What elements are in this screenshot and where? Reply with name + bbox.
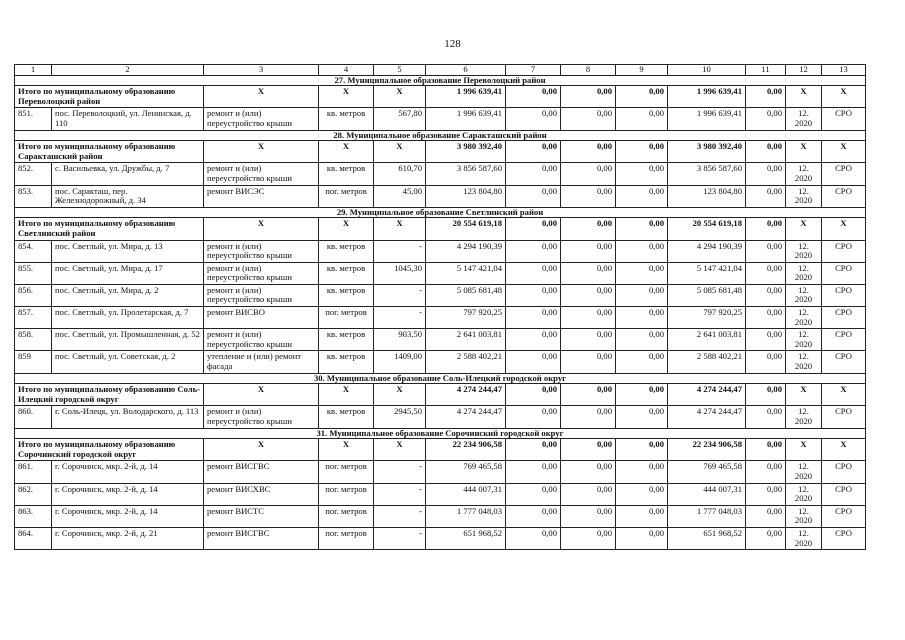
table-cell: 0,00 (561, 86, 616, 108)
column-header: 6 (426, 65, 506, 76)
table-cell: СРО (822, 163, 866, 185)
table-cell: 4 274 244,47 (668, 406, 746, 428)
table-cell: - (374, 284, 426, 306)
table-cell: СРО (822, 108, 866, 130)
table-row (15, 240, 866, 262)
table-row (15, 329, 866, 351)
table-cell: 0,00 (616, 262, 668, 284)
section-title: 28. Муниципальное образование Саракташский район (15, 130, 866, 141)
subtotal-label: Итого по муниципальному образованию Светлинский район (15, 218, 204, 240)
work-type-cell: ремонт и (или) переустройство крыши (204, 406, 319, 428)
table-cell: 0,00 (746, 329, 786, 351)
table-cell: СРО (822, 461, 866, 483)
table-cell: 123 804,80 (426, 185, 506, 207)
work-type-cell: ремонт ВИСВО (204, 307, 319, 329)
table-cell: 0,00 (616, 284, 668, 306)
table-cell: 0,00 (506, 461, 561, 483)
table-cell: 0,00 (616, 240, 668, 262)
column-number-row (15, 65, 866, 76)
row-number: 864. (15, 527, 52, 549)
table-cell: 0,00 (616, 108, 668, 130)
row-number: 863. (15, 505, 52, 527)
table-cell: 0,00 (746, 284, 786, 306)
address-cell: г. Сорочинск, мкр. 2-й, д. 21 (52, 527, 204, 549)
table-cell: 12. 2020 (786, 505, 822, 527)
table-cell: Х (786, 439, 822, 461)
table-cell: 0,00 (746, 262, 786, 284)
table-cell: СРО (822, 406, 866, 428)
table-cell: 1 996 639,41 (426, 86, 506, 108)
table-cell: 0,00 (746, 505, 786, 527)
table-cell: 22 234 906,58 (668, 439, 746, 461)
table-cell: 0,00 (561, 163, 616, 185)
table-cell: 0,00 (506, 307, 561, 329)
table-cell: 0,00 (746, 461, 786, 483)
table-cell: 4 274 244,47 (426, 384, 506, 406)
table-cell: 2 588 402,21 (668, 351, 746, 373)
table-cell: 20 554 619,18 (426, 218, 506, 240)
row-number: 851. (15, 108, 52, 130)
table-cell: 0,00 (746, 218, 786, 240)
table-cell: Х (319, 384, 374, 406)
table-cell: 12. 2020 (786, 163, 822, 185)
table-cell: 3 856 587,60 (668, 163, 746, 185)
table-cell: Х (786, 384, 822, 406)
table-cell: Х (319, 218, 374, 240)
table-cell: 0,00 (561, 284, 616, 306)
column-header: 4 (319, 65, 374, 76)
table-cell: 1409,00 (374, 351, 426, 373)
table-cell: 0,00 (746, 163, 786, 185)
row-number: 862. (15, 483, 52, 505)
table-cell: Х (822, 218, 866, 240)
table-cell: кв. метров (319, 329, 374, 351)
table-cell: 0,00 (616, 527, 668, 549)
table-row (15, 461, 866, 483)
table-cell: пог. метров (319, 483, 374, 505)
table-cell: 0,00 (616, 163, 668, 185)
column-header: 11 (746, 65, 786, 76)
table-cell: 0,00 (506, 384, 561, 406)
table-cell: СРО (822, 505, 866, 527)
address-cell: пос. Переволоцкий, ул. Ленинская, д. 110 (52, 108, 204, 130)
column-header: 12 (786, 65, 822, 76)
table-cell: 0,00 (506, 86, 561, 108)
column-header: 8 (561, 65, 616, 76)
table-cell: 0,00 (506, 527, 561, 549)
table-cell: 4 294 190,39 (426, 240, 506, 262)
table-cell: 444 007,31 (426, 483, 506, 505)
column-header: 10 (668, 65, 746, 76)
table-cell: кв. метров (319, 351, 374, 373)
table-cell: 0,00 (561, 262, 616, 284)
table-cell: 0,00 (616, 505, 668, 527)
section-title: 27. Муниципальное образование Переволоцкий район (15, 75, 866, 86)
table-cell: 20 554 619,18 (668, 218, 746, 240)
table-cell: пог. метров (319, 527, 374, 549)
table-row (15, 351, 866, 373)
table-cell: 0,00 (616, 439, 668, 461)
section-heading-row (15, 75, 866, 86)
program-table (14, 64, 866, 550)
work-type-cell: ремонт ВИСЭС (204, 185, 319, 207)
table-cell: 2 641 003,81 (668, 329, 746, 351)
table-cell: СРО (822, 483, 866, 505)
address-cell: г. Сорочинск, мкр. 2-й, д. 14 (52, 461, 204, 483)
column-header: 9 (616, 65, 668, 76)
table-cell: 12. 2020 (786, 483, 822, 505)
table-cell: 3 980 392,40 (668, 141, 746, 163)
work-type-cell: ремонт ВИСГВС (204, 527, 319, 549)
table-cell: 0,00 (561, 240, 616, 262)
table-cell: 651 968,52 (668, 527, 746, 549)
table-cell: 5 085 681,48 (426, 284, 506, 306)
table-cell: - (374, 527, 426, 549)
table-cell: кв. метров (319, 284, 374, 306)
subtotal-row (15, 218, 866, 240)
table-cell: 797 920,25 (668, 307, 746, 329)
work-type-cell: ремонт и (или) переустройство крыши (204, 262, 319, 284)
section-title: 29. Муниципальное образование Светлинский район (15, 207, 866, 218)
address-cell: пос. Светлый, ул. Мира, д. 17 (52, 262, 204, 284)
work-type-cell: ремонт ВИСТС (204, 505, 319, 527)
table-cell: 2945,50 (374, 406, 426, 428)
table-cell: 0,00 (506, 406, 561, 428)
table-cell: СРО (822, 240, 866, 262)
table-cell: 0,00 (746, 439, 786, 461)
table-row (15, 163, 866, 185)
section-heading-row (15, 428, 866, 439)
table-cell: - (374, 307, 426, 329)
table-cell: 12. 2020 (786, 329, 822, 351)
table-cell: 0,00 (746, 351, 786, 373)
table-cell: 0,00 (561, 439, 616, 461)
subtotal-row (15, 141, 866, 163)
table-cell: 0,00 (506, 141, 561, 163)
table-cell: 4 274 244,47 (426, 406, 506, 428)
table-row (15, 307, 866, 329)
row-number: 856. (15, 284, 52, 306)
row-number: 857. (15, 307, 52, 329)
address-cell: пос. Саракташ, пер. Железнодорожный, д. 34 (52, 185, 204, 207)
column-header: 5 (374, 65, 426, 76)
work-type-cell: ремонт и (или) переустройство крыши (204, 284, 319, 306)
table-cell: 12. 2020 (786, 262, 822, 284)
table-cell: кв. метров (319, 108, 374, 130)
table-cell: 0,00 (506, 108, 561, 130)
work-type-cell: ремонт ВИСГВС (204, 461, 319, 483)
table-row (15, 527, 866, 549)
section-heading-row (15, 130, 866, 141)
table-body (15, 75, 866, 550)
table-cell: Х (319, 439, 374, 461)
table-cell: 0,00 (506, 163, 561, 185)
table-cell: 769 465,58 (668, 461, 746, 483)
table-cell: 0,00 (616, 351, 668, 373)
table-cell: 22 234 906,58 (426, 439, 506, 461)
table-cell: 0,00 (561, 185, 616, 207)
table-cell: 0,00 (616, 483, 668, 505)
table-cell: 0,00 (561, 329, 616, 351)
column-header: 3 (204, 65, 319, 76)
table-cell: 5 085 681,48 (668, 284, 746, 306)
table-cell: 45,00 (374, 185, 426, 207)
table-cell: 0,00 (506, 185, 561, 207)
subtotal-label: Итого по муниципальному образованию Саракташский район (15, 141, 204, 163)
address-cell: пос. Светлый, ул. Мира, д. 13 (52, 240, 204, 262)
column-header: 1 (15, 65, 52, 76)
table-cell: 0,00 (616, 307, 668, 329)
table-cell: Х (822, 141, 866, 163)
table-cell: Х (374, 218, 426, 240)
table-cell: кв. метров (319, 163, 374, 185)
table-cell: СРО (822, 284, 866, 306)
table-cell: 903,50 (374, 329, 426, 351)
work-type-cell: ремонт и (или) переустройство крыши (204, 329, 319, 351)
subtotal-label: Итого по муниципальному образованию Соль-Илецкий городской округ (15, 384, 204, 406)
table-cell: Х (204, 439, 319, 461)
table-cell: 0,00 (506, 505, 561, 527)
table-cell: 12. 2020 (786, 307, 822, 329)
table-cell: 0,00 (506, 262, 561, 284)
column-header: 2 (52, 65, 204, 76)
table-cell: 3 980 392,40 (426, 141, 506, 163)
table-cell: 2 641 003,81 (426, 329, 506, 351)
table-cell: 0,00 (746, 307, 786, 329)
table-cell: 1 996 639,41 (426, 108, 506, 130)
table-cell: кв. метров (319, 406, 374, 428)
table-cell: 0,00 (561, 351, 616, 373)
table-cell: 567,80 (374, 108, 426, 130)
address-cell: пос. Светлый, ул. Мира, д. 2 (52, 284, 204, 306)
table-cell: 1 996 639,41 (668, 108, 746, 130)
table-cell: 0,00 (561, 384, 616, 406)
table-cell: 0,00 (616, 461, 668, 483)
table-cell: Х (204, 384, 319, 406)
table-cell: 0,00 (746, 406, 786, 428)
row-number: 854. (15, 240, 52, 262)
table-cell: 0,00 (561, 141, 616, 163)
table-row (15, 284, 866, 306)
table-cell: 2 588 402,21 (426, 351, 506, 373)
table-cell: Х (786, 86, 822, 108)
table-cell: 0,00 (506, 284, 561, 306)
table-row (15, 108, 866, 130)
table-cell: Х (204, 218, 319, 240)
table-cell: 5 147 421,04 (426, 262, 506, 284)
table-cell: 0,00 (506, 483, 561, 505)
table-cell: 0,00 (616, 185, 668, 207)
table-cell: 5 147 421,04 (668, 262, 746, 284)
row-number: 855. (15, 262, 52, 284)
address-cell: г. Соль-Илецк, ул. Володарского, д. 113 (52, 406, 204, 428)
table-cell: 769 465,58 (426, 461, 506, 483)
table-cell: - (374, 240, 426, 262)
table-cell: 0,00 (746, 527, 786, 549)
table-cell: кв. метров (319, 240, 374, 262)
table-cell: 0,00 (616, 329, 668, 351)
table-cell: 0,00 (746, 141, 786, 163)
section-title: 31. Муниципальное образование Сорочинский городской округ (15, 428, 866, 439)
table-cell: 12. 2020 (786, 406, 822, 428)
table-cell: 0,00 (616, 384, 668, 406)
table-cell: 0,00 (616, 406, 668, 428)
table-row (15, 262, 866, 284)
table-cell: 0,00 (746, 86, 786, 108)
table-cell: 0,00 (746, 384, 786, 406)
table-cell: 444 007,31 (668, 483, 746, 505)
table-cell: пог. метров (319, 505, 374, 527)
table-cell: пог. метров (319, 185, 374, 207)
table-cell: 12. 2020 (786, 284, 822, 306)
table-cell: 0,00 (616, 218, 668, 240)
table-cell: кв. метров (319, 262, 374, 284)
table-cell: - (374, 505, 426, 527)
row-number: 859 (15, 351, 52, 373)
table-cell: Х (822, 439, 866, 461)
table-cell: 610,70 (374, 163, 426, 185)
section-title: 30. Муниципальное образование Соль-Илецкий городской округ (15, 373, 866, 384)
table-row (15, 185, 866, 207)
table-cell: 1045,30 (374, 262, 426, 284)
table-cell: 12. 2020 (786, 185, 822, 207)
table-cell: 123 804,80 (668, 185, 746, 207)
table-cell: 12. 2020 (786, 351, 822, 373)
table-cell: 4 274 244,47 (668, 384, 746, 406)
table-cell: СРО (822, 527, 866, 549)
table-cell: 0,00 (506, 329, 561, 351)
table-cell: 0,00 (746, 240, 786, 262)
table-cell: 0,00 (561, 461, 616, 483)
table-row (15, 505, 866, 527)
subtotal-row (15, 439, 866, 461)
table-cell: 0,00 (616, 141, 668, 163)
table-cell: - (374, 483, 426, 505)
table-cell: - (374, 461, 426, 483)
table-cell: Х (822, 86, 866, 108)
table-cell: 797 920,25 (426, 307, 506, 329)
table-cell: 12. 2020 (786, 527, 822, 549)
table-cell: Х (374, 141, 426, 163)
work-type-cell: ремонт ВИСХВС (204, 483, 319, 505)
table-cell: 0,00 (561, 406, 616, 428)
table-cell: 1 777 048,03 (668, 505, 746, 527)
table-cell: 0,00 (506, 218, 561, 240)
table-cell: 0,00 (506, 240, 561, 262)
table-cell: СРО (822, 307, 866, 329)
table-cell: 0,00 (506, 439, 561, 461)
address-cell: пос. Светлый, ул. Промышленная, д. 52 (52, 329, 204, 351)
table-cell: Х (786, 141, 822, 163)
table-cell: пог. метров (319, 461, 374, 483)
table-cell: Х (319, 141, 374, 163)
table-cell: СРО (822, 351, 866, 373)
row-number: 852. (15, 163, 52, 185)
column-header: 13 (822, 65, 866, 76)
table-cell: 12. 2020 (786, 108, 822, 130)
subtotal-row (15, 384, 866, 406)
page-number: 128 (444, 38, 461, 50)
table-cell: 0,00 (561, 527, 616, 549)
row-number: 858. (15, 329, 52, 351)
work-type-cell: ремонт и (или) переустройство крыши (204, 163, 319, 185)
table-cell: Х (319, 86, 374, 108)
table-cell: пог. метров (319, 307, 374, 329)
table-cell: СРО (822, 185, 866, 207)
row-number: 860. (15, 406, 52, 428)
column-header: 7 (506, 65, 561, 76)
table-cell: 0,00 (616, 86, 668, 108)
table-cell: СРО (822, 329, 866, 351)
table-cell: 1 996 639,41 (668, 86, 746, 108)
table-cell: Х (204, 86, 319, 108)
table-cell: 12. 2020 (786, 461, 822, 483)
subtotal-row (15, 86, 866, 108)
work-type-cell: ремонт и (или) переустройство крыши (204, 240, 319, 262)
table-cell: 4 294 190,39 (668, 240, 746, 262)
table-cell: Х (786, 218, 822, 240)
subtotal-label: Итого по муниципальному образованию Сорочинский городской округ (15, 439, 204, 461)
table-cell: 0,00 (746, 185, 786, 207)
table-cell: 1 777 048,03 (426, 505, 506, 527)
table-row (15, 483, 866, 505)
table-row (15, 406, 866, 428)
table-cell: 12. 2020 (786, 240, 822, 262)
table-cell: 0,00 (561, 218, 616, 240)
table-cell: Х (204, 141, 319, 163)
table-cell: Х (374, 384, 426, 406)
table-cell: СРО (822, 262, 866, 284)
table-cell: 0,00 (561, 307, 616, 329)
table-cell: 0,00 (746, 483, 786, 505)
address-cell: пос. Светлый, ул. Советская, д. 2 (52, 351, 204, 373)
table-cell: 0,00 (561, 108, 616, 130)
table-cell: 3 856 587,60 (426, 163, 506, 185)
address-cell: с. Васильевка, ул. Дружбы, д. 7 (52, 163, 204, 185)
address-cell: г. Сорочинск, мкр. 2-й, д. 14 (52, 483, 204, 505)
table-cell: Х (374, 86, 426, 108)
table-cell: Х (374, 439, 426, 461)
table-cell: 0,00 (561, 483, 616, 505)
table-cell: 0,00 (561, 505, 616, 527)
address-cell: пос. Светлый, ул. Пролетарская, д. 7 (52, 307, 204, 329)
address-cell: г. Сорочинск, мкр. 2-й, д. 14 (52, 505, 204, 527)
table-cell: Х (822, 384, 866, 406)
table-cell: 0,00 (746, 108, 786, 130)
row-number: 853. (15, 185, 52, 207)
section-heading-row (15, 207, 866, 218)
table-cell: 0,00 (506, 351, 561, 373)
work-type-cell: утепление и (или) ремонт фасада (204, 351, 319, 373)
table-cell: 651 968,52 (426, 527, 506, 549)
row-number: 861. (15, 461, 52, 483)
work-type-cell: ремонт и (или) переустройство крыши (204, 108, 319, 130)
subtotal-label: Итого по муниципальному образованию Переволоцкий район (15, 86, 204, 108)
section-heading-row (15, 373, 866, 384)
